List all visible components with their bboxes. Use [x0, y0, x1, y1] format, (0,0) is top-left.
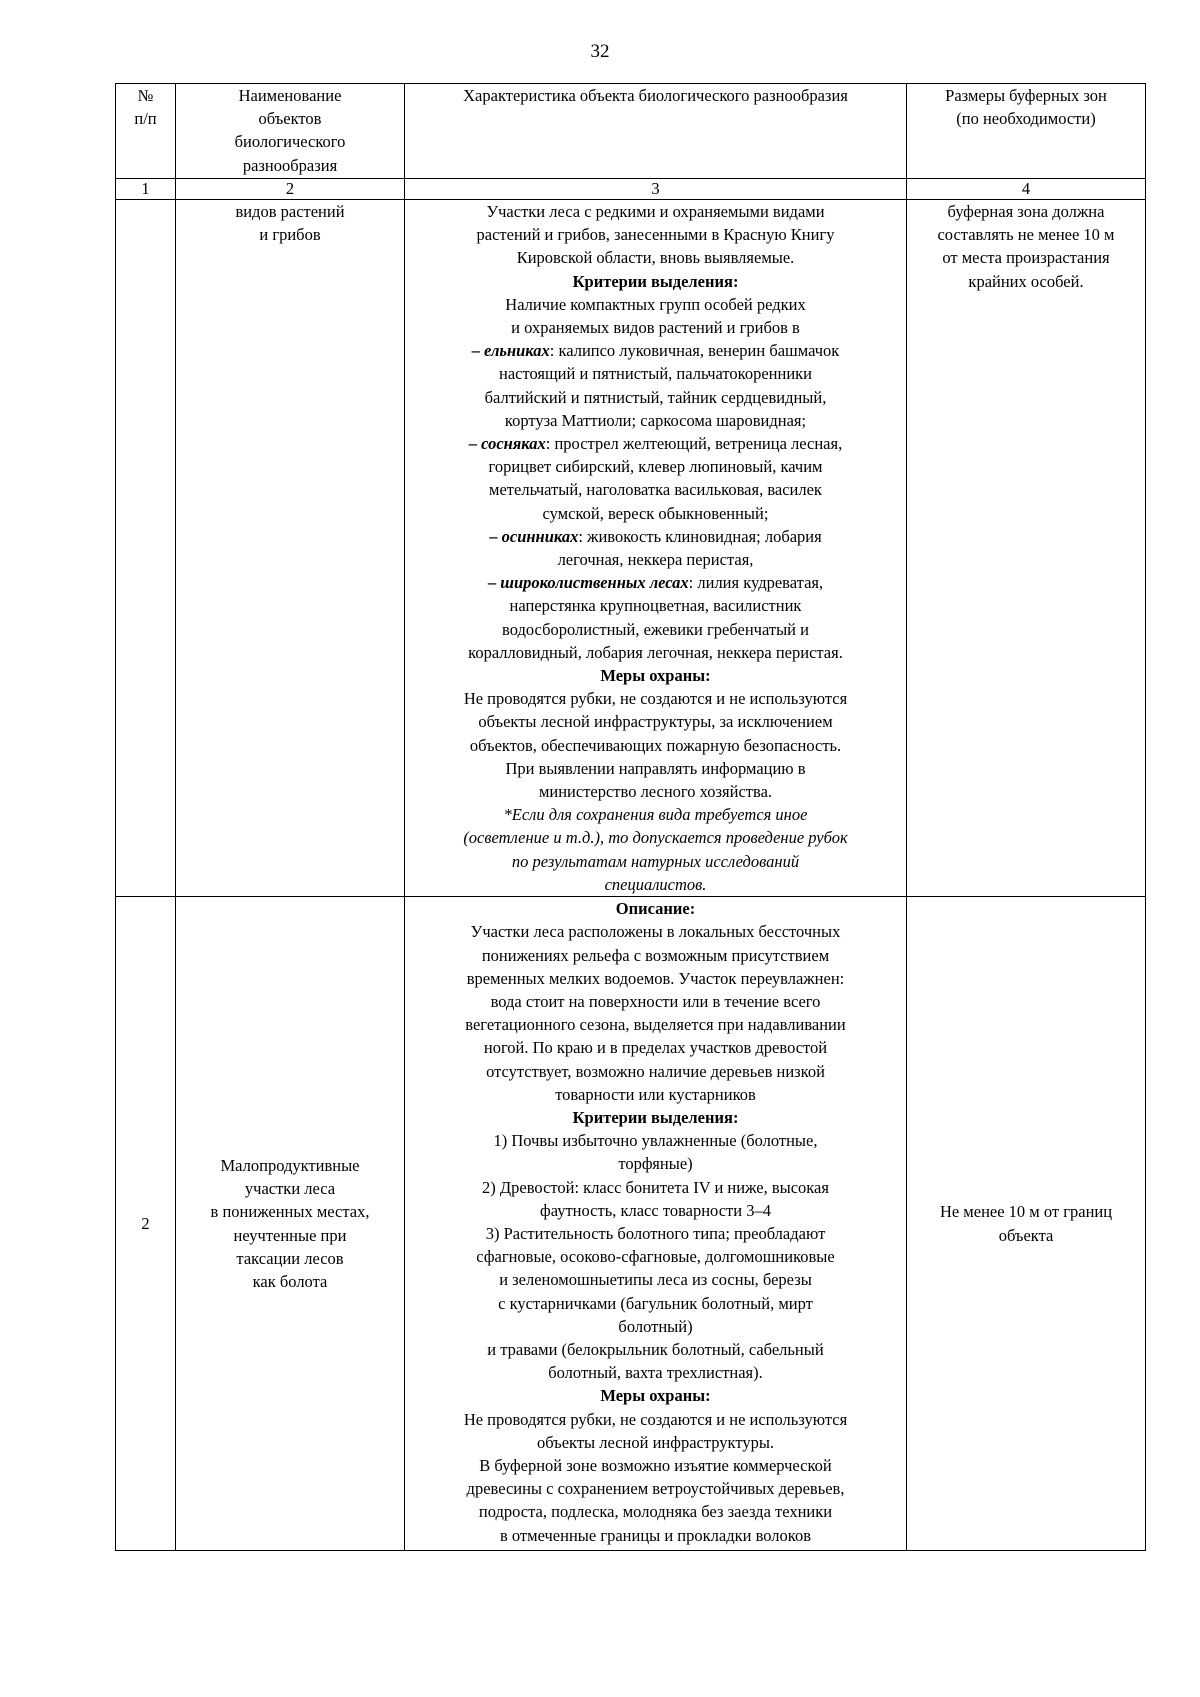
- header-text-line: Характеристика объекта биологического разнообразия: [463, 86, 848, 105]
- description-line: горицвет сибирский, клевер люпиновый, качим: [488, 457, 823, 477]
- table-header-row: [116, 84, 1146, 179]
- description-line: [409, 339, 902, 362]
- table-row: [116, 200, 1146, 897]
- description-line: объектов, обеспечивающих пожарную безопасность.: [469, 735, 842, 755]
- column-number-cell: 2: [176, 179, 405, 200]
- description-line: [409, 432, 902, 455]
- section-heading: Меры охраны:: [600, 666, 711, 686]
- description-line: В буферной зоне возможно изъятие коммерческой: [479, 1455, 832, 1475]
- list-dash: –: [468, 434, 482, 454]
- description-line: настоящий и пятнистый, пальчатокоренники: [498, 364, 812, 384]
- description-line: наперстянка крупноцветная, василистник: [509, 596, 802, 616]
- column-number-cell: 1: [116, 179, 176, 200]
- description-line: Не проводятся рубки, не создаются и не используются: [463, 689, 848, 709]
- description-line: 3) Растительность болотного типа; преобладают: [485, 1223, 826, 1243]
- cell-text-line: и грибов: [259, 225, 321, 245]
- description-line: коралловидный, лобария легочная, неккера перистая.: [468, 642, 843, 662]
- cell-text-line: буферная зона должна: [947, 202, 1105, 221]
- column-number-cell: 4: [907, 179, 1146, 200]
- forest-type-label: широколиственных лесах: [500, 573, 689, 593]
- description-line: понижениях рельефа с возможным присутствием: [481, 945, 830, 965]
- section-heading: Критерии выделения:: [572, 271, 739, 291]
- description-line: сфагновые, осоково-сфагновые, долгомошниковые: [476, 1247, 835, 1267]
- description-line: Кировской области, вновь выявляемые.: [516, 248, 795, 268]
- header-text-line: биологического: [234, 132, 346, 152]
- table-row: [116, 897, 1146, 1551]
- description-cell: [405, 200, 907, 897]
- description-line: вегетационного сезона, выделяется при надавливании: [465, 1015, 846, 1035]
- cell-text-line: в пониженных местах,: [210, 1202, 370, 1222]
- cell-text-line: от места произрастания: [942, 248, 1110, 268]
- description-line: древесины с сохранением ветроустойчивых деревьев,: [466, 1479, 845, 1499]
- cell-text-line: объекта: [998, 1225, 1054, 1245]
- cell-text-line: Малопродуктивные: [220, 1155, 360, 1175]
- buffer-zone-cell: [907, 200, 1146, 897]
- description-line: Наличие компактных групп особей редких: [505, 294, 806, 314]
- description-line: торфяные): [618, 1154, 693, 1174]
- object-name-cell: [176, 200, 405, 897]
- cell-text-line: неучтенные при: [233, 1225, 347, 1245]
- page-number: 32: [590, 41, 610, 62]
- description-line: кортуза Маттиоли; саркосома шаровидная;: [504, 410, 807, 430]
- section-heading: Описание:: [615, 899, 696, 919]
- description-line: объекты лесной инфраструктуры, за исключением: [478, 712, 833, 732]
- cell-text-line: участки леса: [244, 1179, 336, 1199]
- list-dash: –: [471, 341, 485, 361]
- section-heading: Критерии выделения:: [572, 1107, 739, 1127]
- list-dash: –: [489, 526, 502, 546]
- header-text-line: Размеры буферных зон: [945, 86, 1107, 105]
- description-line: и охраняемых видов растений и грибов в: [511, 318, 800, 338]
- description-line: отсутствует, возможно наличие деревьев низкой: [486, 1061, 825, 1081]
- header-cell-number: [116, 84, 176, 179]
- cell-text-line: как болота: [252, 1272, 328, 1291]
- description-line: 1) Почвы избыточно увлажненные (болотные,: [493, 1131, 818, 1151]
- footnote-line: по результатам натурных исследований: [511, 851, 800, 871]
- description-line: сумской, вереск обыкновенный;: [542, 503, 769, 523]
- forest-type-label: осинниках: [501, 526, 579, 546]
- description-line: временных мелких водоемов. Участок переувлажнен:: [466, 968, 845, 988]
- description-line: фаутность, класс товарности 3–4: [540, 1200, 771, 1220]
- column-number-row: [116, 179, 1146, 200]
- description-line: в отмеченные границы и прокладки волоков: [499, 1525, 811, 1545]
- cell-text-line: Не менее 10 м от границ: [939, 1202, 1113, 1222]
- species-list-text: : калипсо луковичная, венерин башмачок: [549, 341, 840, 361]
- description-line: и травами (белокрыльник болотный, сабельный: [487, 1339, 824, 1359]
- list-dash: –: [487, 573, 501, 593]
- description-line: растений и грибов, занесенными в Красную Книгу: [476, 225, 835, 245]
- description-line: министерство лесного хозяйства.: [538, 782, 773, 802]
- object-name-cell: [176, 897, 405, 1551]
- description-line: товарности или кустарников: [555, 1084, 756, 1104]
- buffer-zone-cell: [907, 897, 1146, 1551]
- forest-type-label: сосняках: [481, 434, 546, 454]
- description-line: [409, 571, 902, 594]
- description-line: подроста, подлеска, молодняка без заезда техники: [478, 1502, 833, 1522]
- biodiversity-table: [115, 83, 1146, 1551]
- header-cell-object-name: [176, 84, 405, 179]
- cell-text-line: составлять не менее 10 м: [937, 225, 1115, 245]
- cell-text-line: таксации лесов: [236, 1248, 344, 1268]
- species-list-text: : живокость клиновидная; лобария: [578, 526, 822, 546]
- cell-text-line: крайних особей.: [968, 271, 1084, 291]
- section-heading: Меры охраны:: [600, 1386, 711, 1406]
- header-text-line: разнообразия: [242, 155, 338, 175]
- description-line: [409, 525, 902, 548]
- description-line: метельчатый, наголоватка васильковая, василек: [489, 480, 822, 500]
- row-number-cell: 2: [116, 897, 176, 1551]
- column-number-cell: 3: [405, 179, 907, 200]
- header-text-line: п/п: [134, 109, 157, 129]
- description-line: легочная, неккера перистая,: [557, 550, 754, 570]
- description-line: балтийский и пятнистый, тайник сердцевидный,: [484, 387, 827, 407]
- forest-type-label: ельниках: [484, 341, 550, 361]
- description-line: При выявлении направлять информацию в: [505, 758, 806, 778]
- species-list-text: : лилия кудреватая,: [688, 573, 824, 593]
- header-text-line: Наименование: [238, 86, 342, 105]
- description-line: Участки леса расположены в локальных бессточных: [470, 922, 841, 942]
- description-line: объекты лесной инфраструктуры.: [536, 1432, 775, 1452]
- species-list-text: : прострел желтеющий, ветреница лесная,: [545, 434, 843, 454]
- description-line: с кустарничками (багульник болотный, мирт: [498, 1293, 813, 1313]
- header-cell-characteristic: [405, 84, 907, 179]
- description-line: ногой. По краю и в пределах участков древостой: [483, 1038, 828, 1058]
- description-line: и зеленомошныетипы леса из сосны, березы: [499, 1270, 812, 1290]
- description-line: Не проводятся рубки, не создаются и не используются: [463, 1409, 848, 1429]
- description-line: водосборолистный, ежевики гребенчатый и: [502, 619, 809, 639]
- description-line: 2) Древостой: класс бонитета IV и ниже, высокая: [482, 1177, 829, 1197]
- description-line: болотный, вахта трехлистная).: [548, 1363, 763, 1383]
- description-line: вода стоит на поверхности или в течение всего: [490, 991, 821, 1011]
- row-number-cell: [116, 200, 176, 897]
- header-cell-buffer-size: [907, 84, 1146, 179]
- cell-text-line: видов растений: [235, 202, 345, 221]
- header-text-line: объектов: [258, 109, 322, 129]
- description-line: болотный): [618, 1316, 693, 1336]
- footnote-line: (осветление и т.д.), то допускается проведение рубок: [463, 828, 848, 848]
- footnote-line: *Если для сохранения вида требуется иное: [503, 805, 808, 825]
- description-line: Участки леса с редкими и охраняемыми видами: [486, 202, 825, 221]
- footnote-line: специалистов.: [604, 874, 707, 894]
- header-text-line: №: [137, 86, 154, 105]
- description-cell: [405, 897, 907, 1551]
- header-text-line: (по необходимости): [956, 109, 1096, 129]
